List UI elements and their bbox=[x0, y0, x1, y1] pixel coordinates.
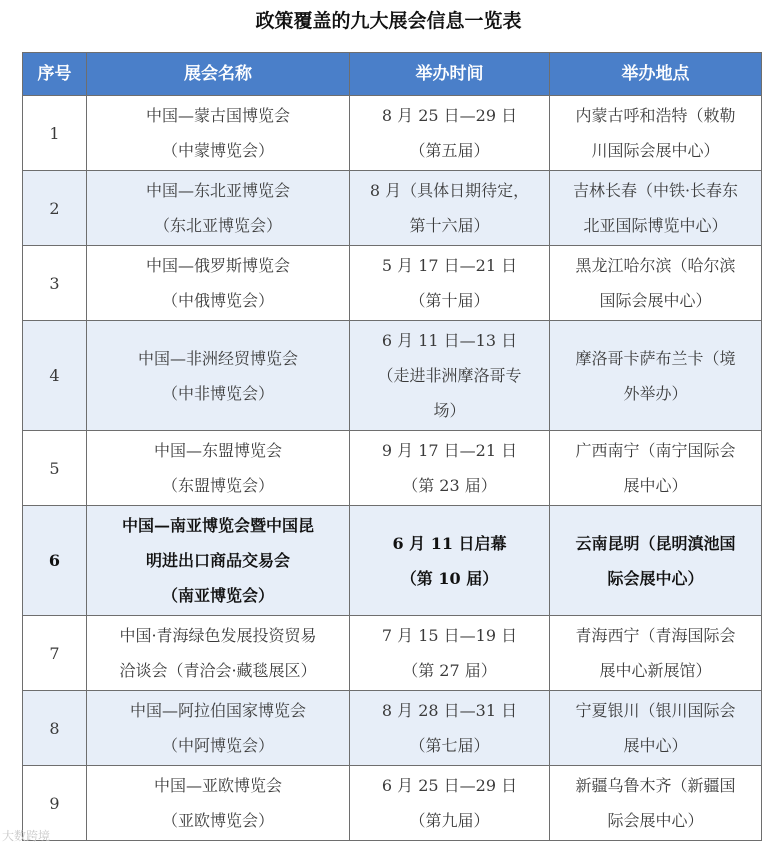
cell-no: 2 bbox=[23, 171, 87, 246]
cell-time bbox=[350, 96, 550, 171]
cell-place-line: 展中心） bbox=[623, 736, 688, 755]
cell-place-line: 北亚国际博览中心） bbox=[583, 216, 728, 235]
cell-no: 7 bbox=[23, 616, 87, 691]
cell-name-line: 中国—南亚博览会暨中国昆 bbox=[121, 516, 314, 535]
cell-name-line: （中阿博览会） bbox=[161, 736, 274, 755]
cell-no: 8 bbox=[23, 691, 87, 766]
cell-place bbox=[550, 506, 762, 616]
cell-name-line: （东盟博览会） bbox=[161, 476, 274, 495]
cell-name-line: （中蒙博览会） bbox=[161, 141, 274, 160]
cell-time-line: 第十六届） bbox=[409, 216, 490, 235]
cell-name-line: 中国—东盟博览会 bbox=[153, 441, 282, 460]
cell-time-line: 5 月 17 日—21 日 bbox=[381, 256, 518, 275]
cell-time bbox=[350, 246, 550, 321]
cell-name-line: （东北亚博览会） bbox=[153, 216, 282, 235]
header-no: 序号 bbox=[23, 53, 87, 96]
header-place: 举办地点 bbox=[550, 53, 762, 96]
cell-place-line: 广西南宁（南宁国际会 bbox=[575, 441, 736, 460]
cell-place bbox=[550, 616, 762, 691]
cell-name-line: （南亚博览会） bbox=[161, 586, 274, 605]
table-row bbox=[23, 321, 762, 431]
cell-no: 5 bbox=[23, 431, 87, 506]
cell-place-line: 国际会展中心） bbox=[599, 291, 712, 310]
cell-name-line: 明进出口商品交易会 bbox=[145, 551, 290, 570]
cell-place bbox=[550, 431, 762, 506]
cell-time-line: （第 23 届） bbox=[402, 476, 497, 495]
header-time: 举办时间 bbox=[350, 53, 550, 96]
cell-name-line: 中国—东北亚博览会 bbox=[145, 181, 290, 200]
cell-name bbox=[87, 691, 350, 766]
cell-name-line: 中国—俄罗斯博览会 bbox=[145, 256, 290, 275]
cell-no: 6 bbox=[23, 506, 87, 616]
cell-name-line: 中国—阿拉伯国家博览会 bbox=[129, 701, 306, 720]
cell-place-line: 际会展中心） bbox=[607, 811, 704, 830]
cell-name-line: 中国—非洲经贸博览会 bbox=[137, 348, 298, 368]
cell-time-line: 6 月 11 日启幕 bbox=[392, 533, 507, 553]
cell-time-line: 8 月 25 日—29 日 bbox=[381, 106, 518, 125]
cell-place-line: 内蒙古呼和浩特（敕勒 bbox=[575, 106, 736, 125]
cell-place-line: 际会展中心） bbox=[607, 568, 704, 588]
cell-place bbox=[550, 691, 762, 766]
cell-place-line: 吉林长春（中铁·长春东 bbox=[572, 181, 739, 200]
page-title: 政策覆盖的九大展会信息一览表 bbox=[255, 10, 522, 32]
cell-place-line: 黑龙江哈尔滨（哈尔滨 bbox=[575, 256, 736, 275]
table-row bbox=[23, 171, 762, 246]
cell-place-line: 宁夏银川（银川国际会 bbox=[575, 701, 736, 720]
cell-name bbox=[87, 616, 350, 691]
table-row bbox=[23, 96, 762, 171]
cell-name bbox=[87, 171, 350, 246]
cell-name-line: 洽谈会（青洽会·藏毯展区） bbox=[119, 661, 317, 680]
cell-no: 9 bbox=[23, 766, 87, 841]
watermark-logo: 大数跨境 bbox=[2, 829, 51, 843]
cell-place-line: 外举办） bbox=[623, 383, 688, 403]
cell-time-line: 7 月 15 日—19 日 bbox=[381, 626, 518, 645]
cell-place bbox=[550, 766, 762, 841]
table-row bbox=[23, 691, 762, 766]
cell-time-line: 场） bbox=[433, 401, 466, 420]
cell-no: 1 bbox=[23, 96, 87, 171]
cell-place bbox=[550, 246, 762, 321]
cell-no: 3 bbox=[23, 246, 87, 321]
cell-time bbox=[350, 321, 550, 431]
cell-name-line: 中国—蒙古国博览会 bbox=[145, 106, 290, 125]
cell-time-line: （第五届） bbox=[409, 141, 490, 160]
table-row bbox=[23, 431, 762, 506]
cell-time bbox=[350, 431, 550, 506]
cell-name bbox=[87, 766, 350, 841]
cell-place-line: 青海西宁（青海国际会 bbox=[575, 626, 736, 645]
cell-time-line: 9 月 17 日—21 日 bbox=[381, 441, 518, 460]
cell-place-line: 新疆乌鲁木齐（新疆国 bbox=[575, 776, 736, 795]
cell-time-line: 6 月 11 日—13 日 bbox=[381, 331, 518, 350]
cell-name bbox=[87, 321, 350, 431]
cell-name bbox=[87, 246, 350, 321]
table-row bbox=[23, 506, 762, 616]
cell-place-line: 川国际会展中心） bbox=[591, 141, 720, 160]
cell-time-line: 8 月 28 日—31 日 bbox=[381, 701, 518, 720]
cell-time bbox=[350, 171, 550, 246]
cell-name-line: 中国·青海绿色发展投资贸易 bbox=[119, 626, 317, 645]
cell-name bbox=[87, 506, 350, 616]
cell-place-line: 摩洛哥卡萨布兰卡（境 bbox=[575, 348, 736, 368]
cell-time-line: （第 27 届） bbox=[402, 661, 497, 680]
cell-name-line: 中国—亚欧博览会 bbox=[153, 776, 282, 795]
cell-place-line: 云南昆明（昆明滇池国 bbox=[575, 533, 736, 553]
cell-name-line: （亚欧博览会） bbox=[161, 811, 274, 830]
cell-time-line: （第 10 届） bbox=[400, 568, 499, 588]
cell-no: 4 bbox=[23, 321, 87, 431]
cell-place bbox=[550, 321, 762, 431]
cell-time bbox=[350, 691, 550, 766]
cell-place bbox=[550, 171, 762, 246]
cell-name-line: （中非博览会） bbox=[161, 383, 274, 403]
cell-place-line: 展中心新展馆） bbox=[599, 661, 712, 680]
table-header-row bbox=[23, 53, 762, 96]
cell-time bbox=[350, 766, 550, 841]
cell-place-line: 展中心） bbox=[623, 476, 688, 495]
cell-time bbox=[350, 506, 550, 616]
table-row bbox=[23, 766, 762, 841]
cell-time-line: （走进非洲摩洛哥专 bbox=[377, 366, 522, 385]
cell-name bbox=[87, 96, 350, 171]
cell-place bbox=[550, 96, 762, 171]
exhibition-table bbox=[22, 52, 762, 841]
cell-time-line: （第七届） bbox=[409, 736, 490, 755]
cell-time-line: （第九届） bbox=[409, 811, 490, 830]
cell-time-line: （第十届） bbox=[409, 291, 490, 310]
cell-name bbox=[87, 431, 350, 506]
table-row bbox=[23, 246, 762, 321]
cell-name-line: （中俄博览会） bbox=[161, 291, 274, 310]
header-name: 展会名称 bbox=[87, 53, 350, 96]
cell-time-line: 8 月（具体日期待定， bbox=[369, 181, 530, 200]
table-row bbox=[23, 616, 762, 691]
cell-time bbox=[350, 616, 550, 691]
cell-time-line: 6 月 25 日—29 日 bbox=[381, 776, 518, 795]
